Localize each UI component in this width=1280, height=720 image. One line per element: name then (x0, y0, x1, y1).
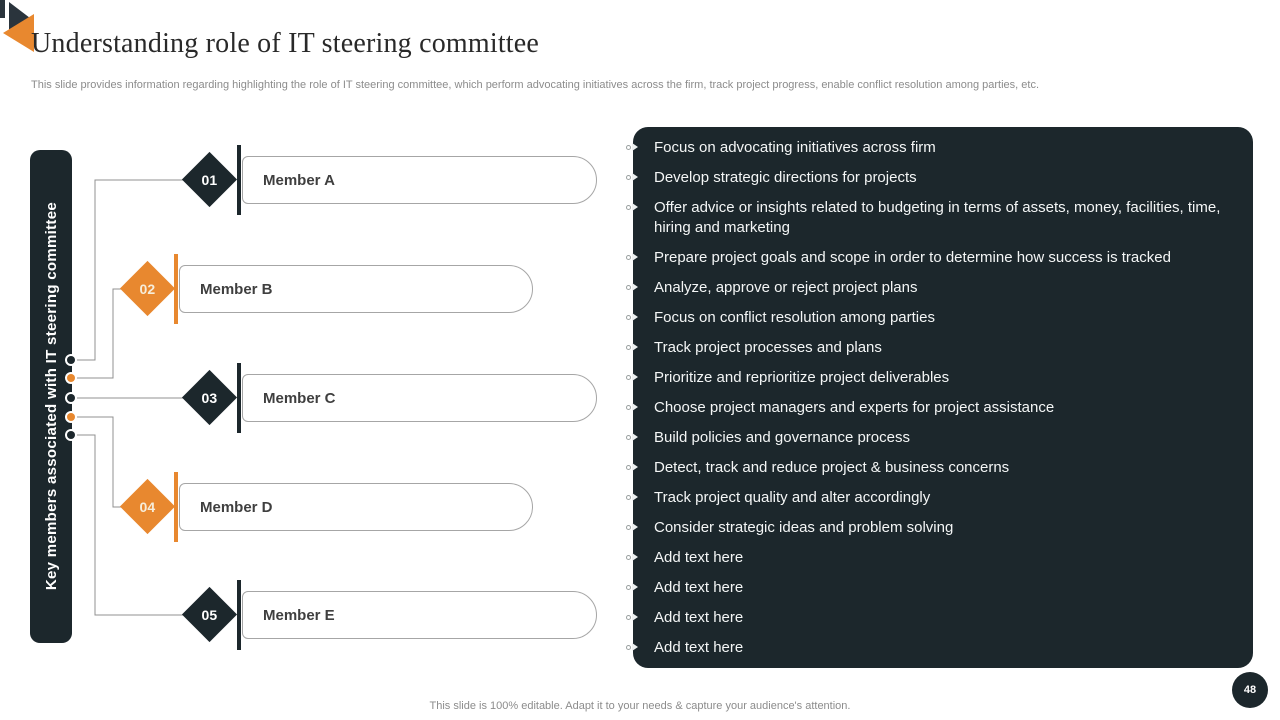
member-1-accent-bar (237, 145, 241, 215)
arrow-bullet-icon (626, 463, 638, 471)
role-text: Add text here (654, 549, 744, 566)
member-5-accent-bar (237, 580, 241, 650)
connector-dot-1 (67, 356, 75, 364)
role-text: Track project processes and plans (654, 339, 882, 356)
sidebar-title-bar (30, 150, 72, 643)
role-text: Add text here (654, 609, 744, 626)
role-text: Prepare project goals and scope in order to determine how success is tracked (654, 249, 1171, 266)
member-2-accent-bar (174, 254, 178, 324)
role-text: Analyze, approve or reject project plans (654, 279, 918, 296)
role-text: Choose project managers and experts for project assistance (654, 399, 1055, 416)
footer-note: This slide is 100% editable. Adapt it to your needs & capture your audience's attention. (429, 700, 851, 712)
roles-list (633, 127, 1253, 658)
arrow-bullet-icon (626, 403, 638, 411)
member-3-label: Member C (263, 389, 336, 407)
role-text: Detect, track and reduce project & business concerns (654, 459, 1010, 476)
arrow-bullet-icon (626, 613, 638, 621)
role-text: Add text here (654, 579, 744, 596)
role-text: Build policies and governance process (654, 429, 910, 446)
arrow-bullet-icon (626, 253, 638, 261)
member-2-box[interactable] (179, 265, 533, 313)
arrow-bullet-icon (626, 343, 638, 351)
role-item (633, 138, 1239, 158)
role-item[interactable] (633, 548, 1239, 568)
member-5-number-diamond (182, 587, 237, 642)
page-title: Understanding role of IT steering committee (31, 28, 540, 59)
roles-panel (633, 127, 1253, 668)
member-1-label: Member A (263, 171, 335, 189)
role-item (633, 278, 1239, 298)
member-4-number: 04 (139, 498, 156, 515)
role-item (633, 308, 1239, 328)
arrow-bullet-icon (626, 433, 638, 441)
member-4-label: Member D (200, 498, 273, 516)
role-text: Track project quality and alter accordingly (654, 489, 931, 506)
role-text: Prioritize and reprioritize project deliverables (654, 369, 950, 386)
role-item[interactable] (633, 578, 1239, 598)
arrow-bullet-icon (626, 553, 638, 561)
role-text: Offer advice or insights related to budgeting in terms of assets, money, facilities, time, hiring and marketing (654, 199, 1221, 236)
member-4-number-diamond (120, 479, 175, 534)
role-item (633, 168, 1239, 188)
arrow-bullet-icon (626, 493, 638, 501)
connector-dot-2 (67, 374, 75, 382)
sidebar-title-label: Key members associated with IT steering committee (42, 202, 60, 591)
role-text: Develop strategic directions for projects (654, 169, 917, 186)
member-4-accent-bar (174, 472, 178, 542)
member-2-number-diamond (120, 261, 175, 316)
member-3-number: 03 (201, 389, 218, 406)
arrow-bullet-icon (626, 283, 638, 291)
role-item (633, 428, 1239, 448)
arrow-bullet-icon (626, 143, 638, 151)
role-item[interactable] (633, 638, 1239, 658)
arrow-bullet-icon (626, 173, 638, 181)
member-3-number-diamond (182, 370, 237, 425)
role-item (633, 518, 1239, 538)
arrow-bullet-icon (626, 373, 638, 381)
member-2-number: 02 (139, 280, 156, 297)
connector-dot-3 (67, 394, 75, 402)
role-item (633, 248, 1239, 268)
arrow-bullet-icon (626, 643, 638, 651)
member-5-box[interactable] (242, 591, 597, 639)
role-text: Consider strategic ideas and problem solving (654, 519, 954, 536)
member-5-number: 05 (201, 606, 218, 623)
member-3-box[interactable] (242, 374, 597, 422)
member-2-label: Member B (200, 280, 273, 298)
role-item[interactable] (633, 608, 1239, 628)
connector-dot-5 (67, 431, 75, 439)
arrow-bullet-icon (626, 203, 638, 211)
role-item (633, 368, 1239, 388)
arrow-bullet-icon (626, 523, 638, 531)
member-1-box[interactable] (242, 156, 597, 204)
member-1-number-diamond (182, 152, 237, 207)
role-text: Focus on conflict resolution among parties (654, 309, 935, 326)
member-3-accent-bar (237, 363, 241, 433)
arrow-bullet-icon (626, 583, 638, 591)
page-number: 48 (1243, 684, 1257, 696)
role-item (633, 398, 1239, 418)
arrow-bullet-icon (626, 313, 638, 321)
member-1-number: 01 (201, 171, 218, 188)
slide-subtitle: This slide provides information regarding highlighting the role of IT steering committee, which perform advocating initiatives across the firm, track project progress, enable conflict resolution among parties, etc. (31, 79, 1039, 91)
role-text: Focus on advocating initiatives across firm (654, 139, 936, 156)
role-item (633, 458, 1239, 478)
member-5-label: Member E (263, 606, 335, 624)
role-text: Add text here (654, 639, 744, 656)
page-number-badge (1232, 672, 1268, 708)
role-item (633, 198, 1239, 238)
role-item (633, 338, 1239, 358)
connector-dot-4 (67, 413, 75, 421)
role-item (633, 488, 1239, 508)
member-4-box[interactable] (179, 483, 533, 531)
